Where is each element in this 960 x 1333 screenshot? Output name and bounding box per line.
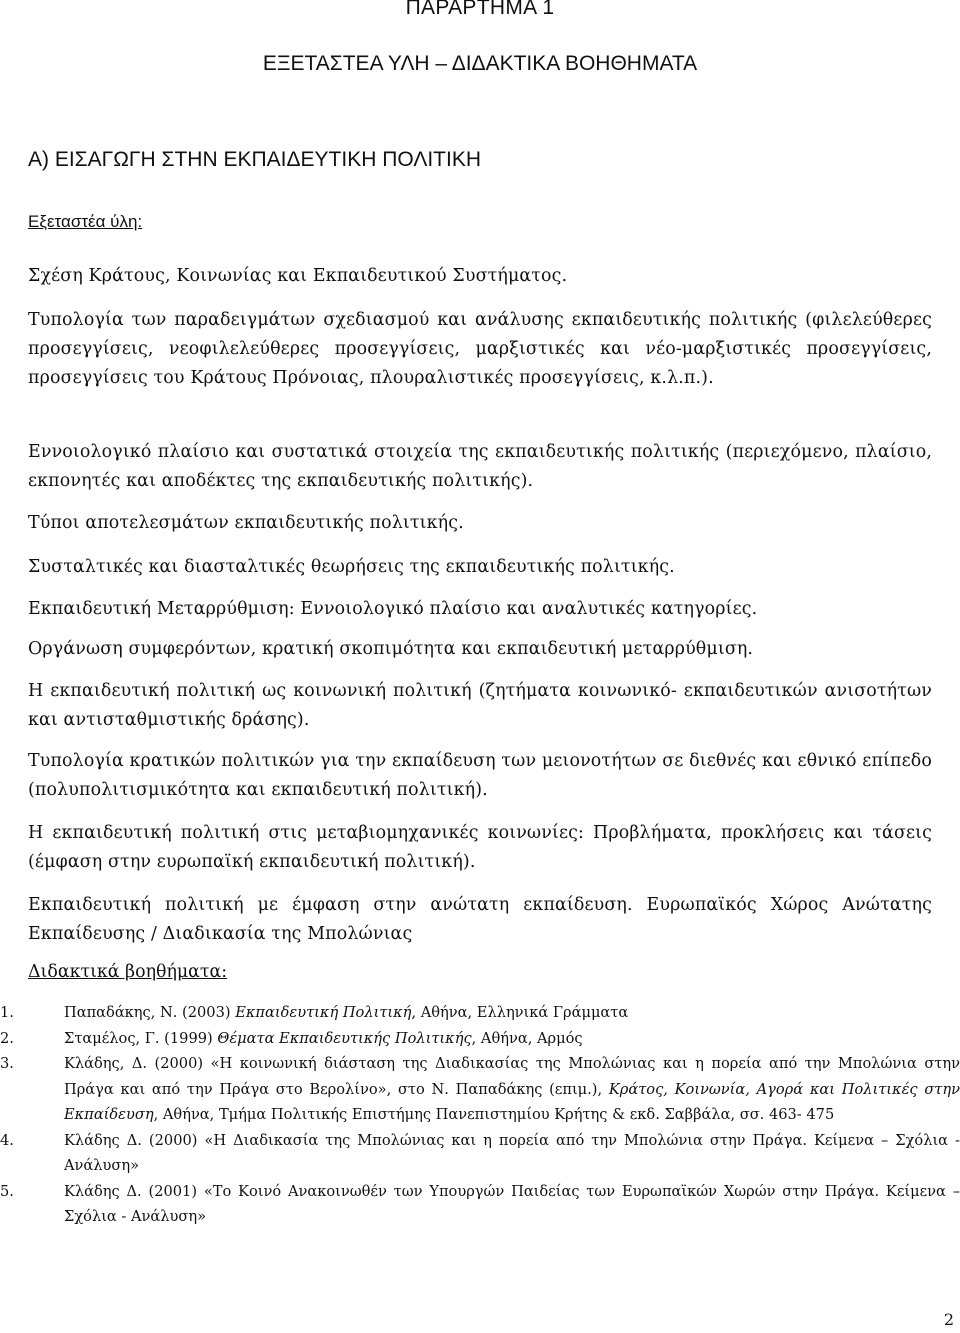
syllabus-paragraph: Τυπολογία των παραδειγμάτων σχεδιασμού και ανάλυσης εκπαιδευτικής πολιτικής (φιλελεύθερες προσεγγίσεις, νεοφιλελεύθερες προσεγγίσεις, μαρξιστικές και νέο-μαρξιστικές προσεγγίσεις, προσεγγίσεις του Κράτους Πρόνοιας, πλουραλιστικές προσεγγίσεις, κ.λ.π.). bbox=[28, 310, 932, 388]
reference-title: Κράτος, Κοινωνία, Αγορά και Πολιτικές στην Εκπαίδευση bbox=[64, 1080, 960, 1123]
reference-item bbox=[0, 1026, 960, 1052]
reference-number: 1. bbox=[0, 1004, 14, 1021]
teaching-aids-heading: Διδακτικά βοηθήματα: bbox=[28, 962, 228, 982]
reference-item bbox=[0, 1000, 960, 1026]
syllabus-paragraph: Η εκπαιδευτική πολιτική στις μεταβιομηχανικές κοινωνίες: Προβλήματα, προκλήσεις και τάσεις (έμφαση στην ευρωπαϊκή εκπαιδευτική πολιτική). bbox=[28, 823, 932, 872]
annex-subtitle: ΕΞΕΤΑΣΤΕΑ ΥΛΗ – ΔΙΔΑΚΤΙΚΑ ΒΟΗΘΗΜΑΤΑ bbox=[262, 52, 698, 75]
reference-publisher: , Αθήνα, Αρμός bbox=[471, 1029, 583, 1047]
syllabus-paragraph: Τύποι αποτελεσμάτων εκπαιδευτικής πολιτικής. bbox=[28, 513, 464, 533]
reference-list bbox=[0, 1000, 960, 1230]
reference-number: 5. bbox=[0, 1182, 14, 1200]
syllabus-paragraph: Η εκπαιδευτική πολιτική ως κοινωνική πολιτική (ζητήματα κοινωνικό- εκπαιδευτικών ανισοτήτων και αντισταθμιστικής δράσης). bbox=[28, 681, 932, 730]
reference-publisher: , Αθήνα, Τμήμα Πολιτικής Επιστήμης Πανεπιστημίου Κρήτης & εκδ. Σαββάλα, σσ. 463- 475 bbox=[153, 1106, 835, 1123]
syllabus-paragraph: Τυπολογία κρατικών πολιτικών για την εκπαίδευση των μειονοτήτων σε διεθνές και εθνικό επίπεδο (πολυπολιτισμικότητα και εκπαιδευτική πολιτική). bbox=[28, 751, 932, 800]
reference-text: Κλάδης Δ. (2000) «Η Διαδικασία της Μπολώνιας και η πορεία από την Μπολώνια στην Πράγα. Κείμενα – Σχόλια - Ανάλυση» bbox=[64, 1131, 960, 1174]
annex-title: ΠΑΡΑΡΤΗΜΑ 1 bbox=[405, 0, 555, 19]
reference-text: Σταμέλος, Γ. (1999) bbox=[64, 1029, 218, 1047]
reference-text: Κλάδης, Δ. (2000) «Η κοινωνική διάσταση της Διαδικασίας της Μπολώνιας και η πορεία από την Μπολώνια στην Πράγα και από την Πράγα στο Βερολίνο», στο Ν. Παπαδάκης (επιμ.), bbox=[64, 1055, 960, 1098]
page-number: 2 bbox=[943, 1310, 954, 1329]
reference-item bbox=[0, 1051, 960, 1128]
syllabus-paragraph: Συσταλτικές και διασταλτικές θεωρήσεις της εκπαιδευτικής πολιτικής. bbox=[28, 557, 675, 577]
reference-number: 2. bbox=[0, 1029, 14, 1047]
section-title: Α) ΕΙΣΑΓΩΓΗ ΣΤΗΝ ΕΚΠΑΙΔΕΥΤΙΚΗ ΠΟΛΙΤΙΚΗ bbox=[28, 148, 482, 171]
reference-number: 4. bbox=[0, 1131, 14, 1149]
reference-item bbox=[0, 1179, 960, 1230]
reference-number: 3. bbox=[0, 1055, 14, 1072]
syllabus-paragraph: Σχέση Κράτους, Κοινωνίας και Εκπαιδευτικού Συστήματος. bbox=[28, 266, 568, 286]
reference-text: Παπαδάκης, Ν. (2003) bbox=[64, 1004, 236, 1021]
reference-title: Εκπαιδευτική Πολιτική bbox=[235, 1004, 412, 1021]
reference-title: Θέματα Εκπαιδευτικής Πολιτικής bbox=[217, 1029, 472, 1047]
syllabus-paragraph: Εννοιολογικό πλαίσιο και συστατικά στοιχεία της εκπαιδευτικής πολιτικής (περιεχόμενο, πλαίσιο, εκπονητές και αποδέκτες της εκπαιδευτικής πολιτικής). bbox=[28, 442, 932, 491]
reference-item bbox=[0, 1128, 960, 1179]
syllabus-paragraph: Οργάνωση συμφερόντων, κρατική σκοπιμότητα και εκπαιδευτική μεταρρύθμιση. bbox=[28, 639, 754, 659]
syllabus-paragraph: Εκπαιδευτική Μεταρρύθμιση: Εννοιολογικό πλαίσιο και αναλυτικές κατηγορίες. bbox=[28, 599, 758, 619]
syllabus-paragraph: Εκπαιδευτική πολιτική με έμφαση στην ανώτατη εκπαίδευση. Ευρωπαϊκός Χώρος Ανώτατης Εκπαίδευσης / Διαδικασία της Μπολώνιας bbox=[28, 895, 932, 944]
reference-publisher: , Αθήνα, Ελληνικά Γράμματα bbox=[411, 1004, 629, 1021]
reference-text: Κλάδης Δ. (2001) «Το Κοινό Ανακοινωθέν των Υπουργών Παιδείας των Ευρωπαϊκών Χωρών στην Πράγα. Κείμενα – Σχόλια - Ανάλυση» bbox=[64, 1182, 960, 1225]
syllabus-heading: Εξεταστέα ύλη: bbox=[28, 212, 143, 231]
